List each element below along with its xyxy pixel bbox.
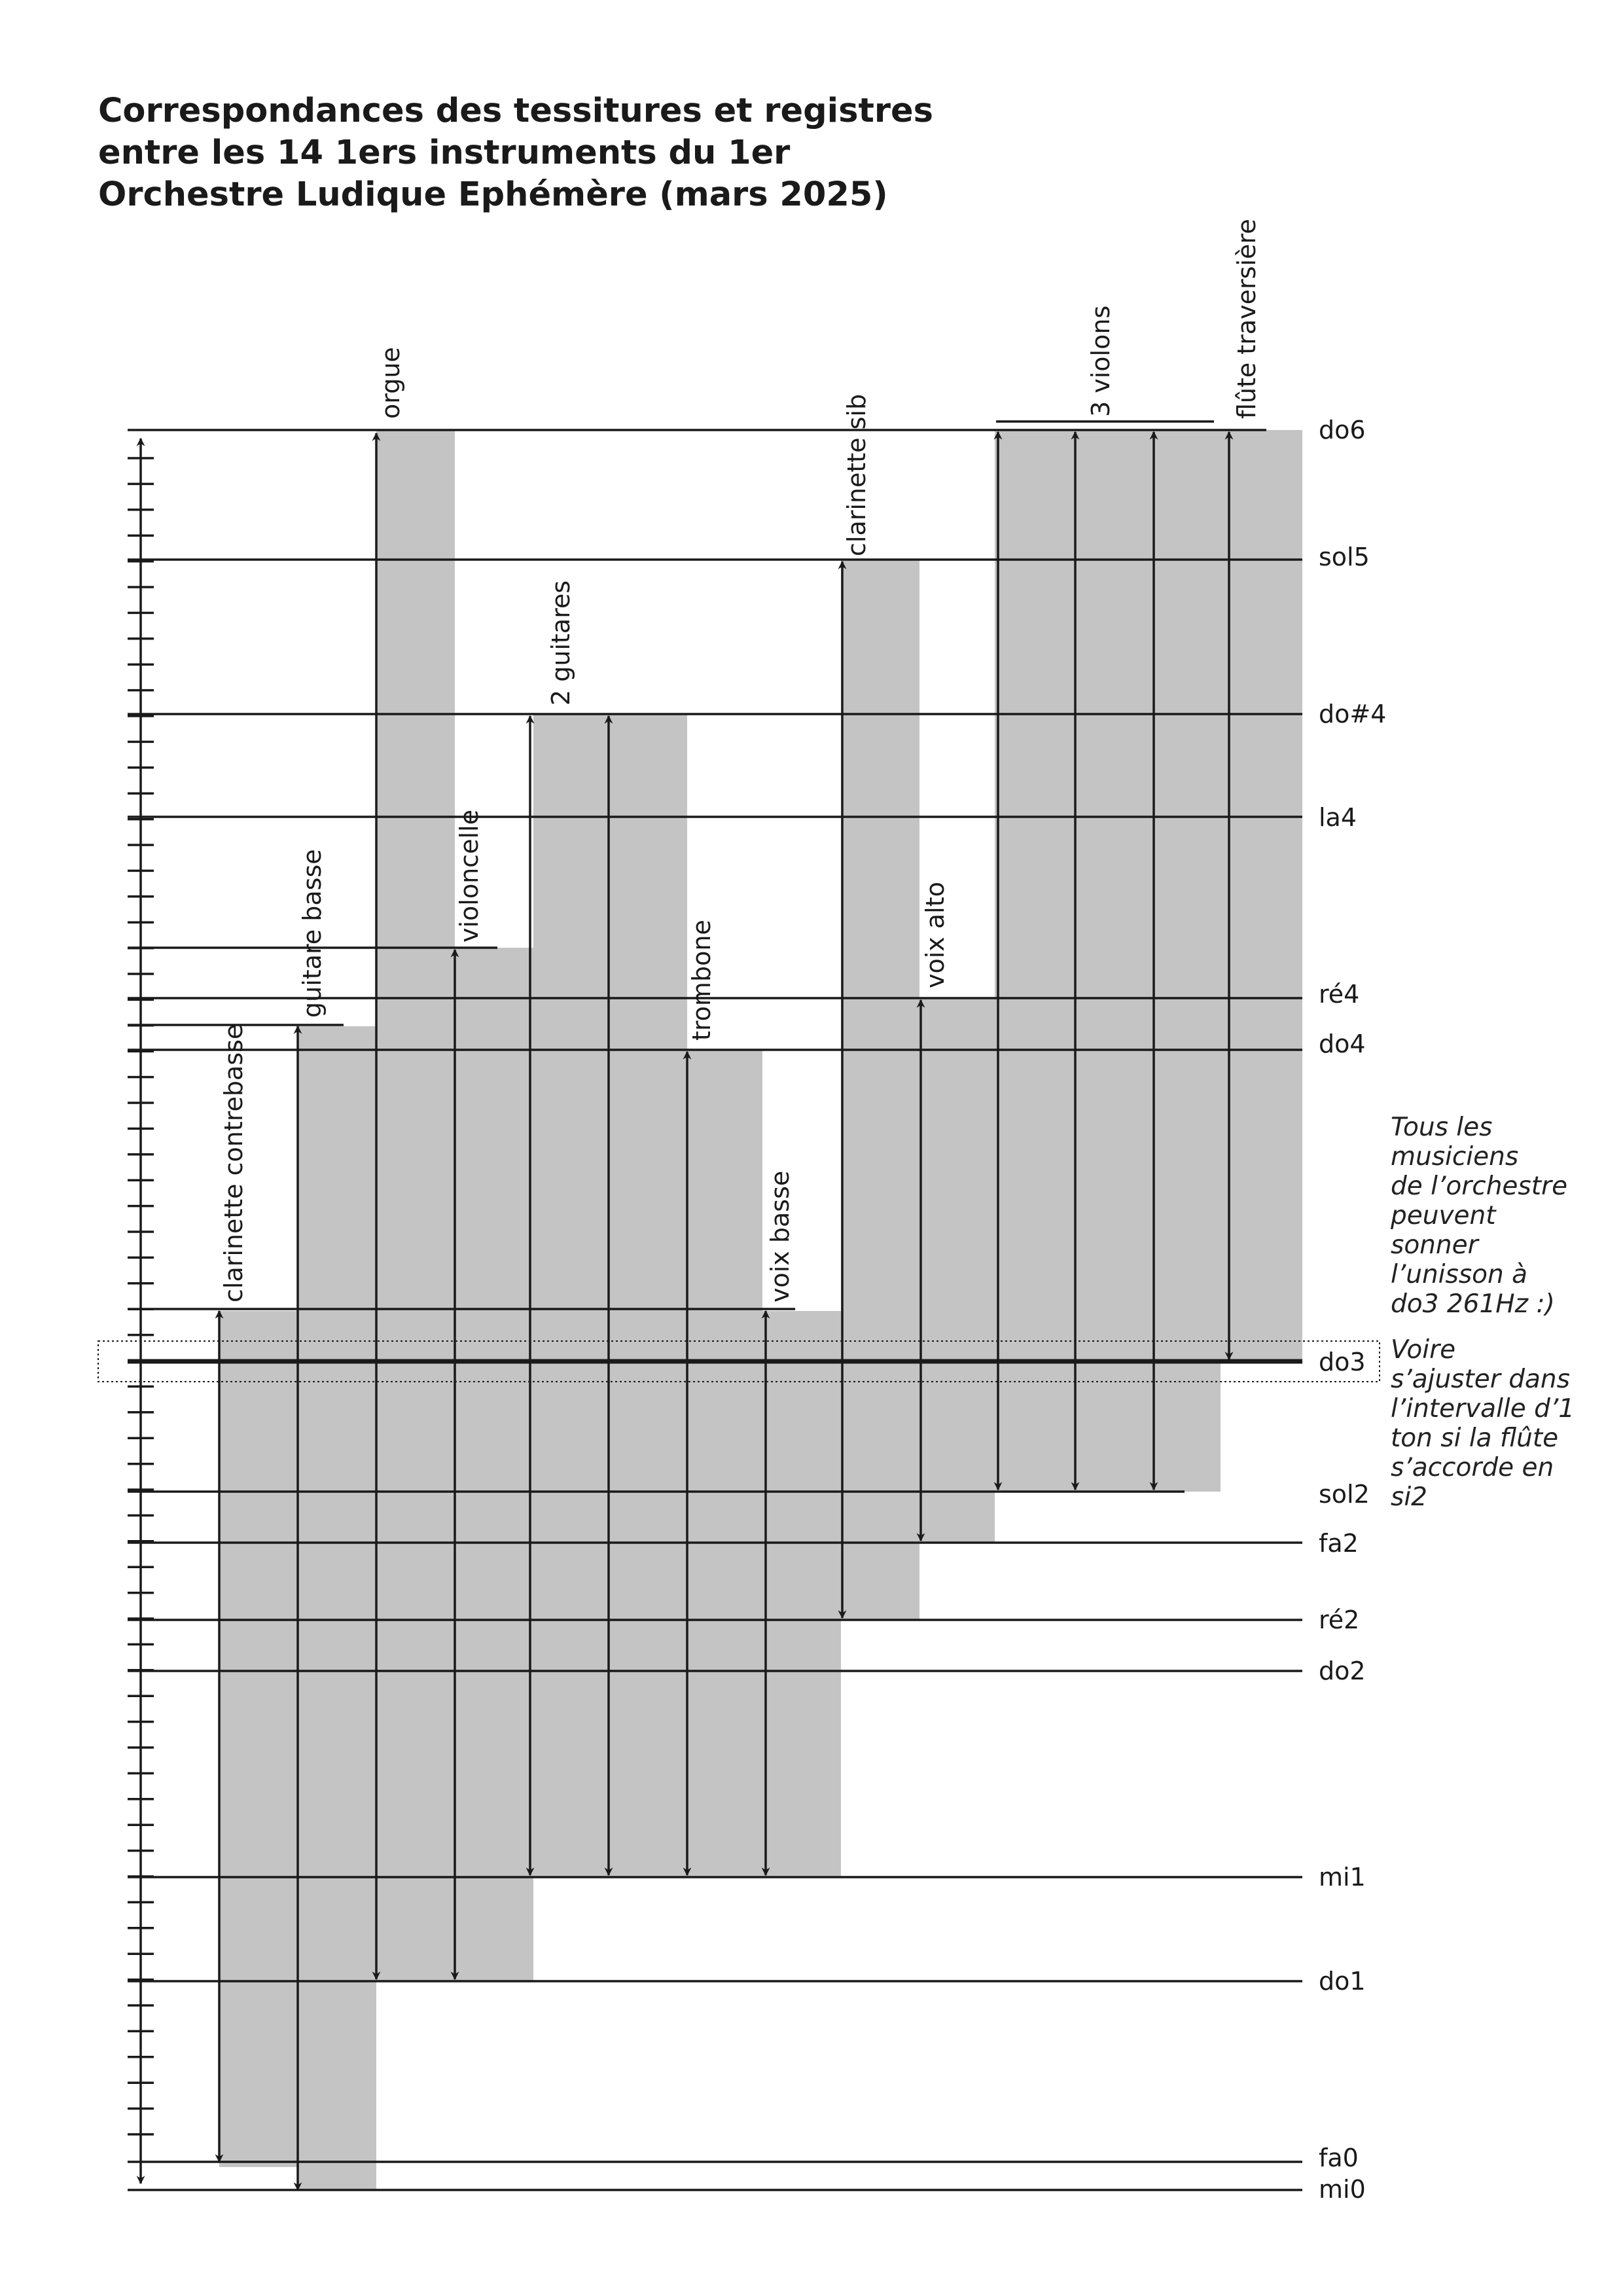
instrument-label-trombone: trombone [687,920,716,1041]
note-label-sol5: sol5 [1319,543,1370,571]
note-label-do6: do6 [1319,416,1366,444]
note-label-do1: do1 [1319,1967,1366,1996]
range-block-3-violons [995,430,1221,1492]
instrument-label-clarinette-contrebasse: clarinette contrebasse [219,1024,248,1302]
instrument-label-voix-alto: voix alto [921,882,950,988]
range-block-violoncelle [455,948,533,1981]
title-line-3: Orchestre Ludique Ephémère (mars 2025) [98,175,888,214]
note-labels [1319,416,1386,2204]
instrument-label-violoncelle: violoncelle [455,810,484,942]
instrument-label-3-violons: 3 violons [1086,305,1115,417]
side-note-paragraph-2 [1391,1335,1613,1512]
range-block-2-guitares [533,714,687,1877]
note-label-do3: do3 [1319,1348,1366,1376]
title-line-2: entre les 14 1ers instruments du 1er [98,134,791,172]
side-note-line: ton si la flûte [1391,1424,1559,1453]
note-label-fa0: fa0 [1319,2144,1359,2172]
note-label-mi1: mi1 [1319,1863,1366,1892]
range-block-clarinette-sib [841,560,919,1620]
instrument-label-guitare-basse: guitare basse [298,849,327,1018]
instrument-label-flute-traversiere: flûte traversière [1232,219,1261,419]
range-block-trombone [687,1050,762,1877]
side-note-line: l’unisson à [1391,1260,1528,1289]
note-label-mi0: mi0 [1319,2175,1366,2204]
instrument-label-voix-basse: voix basse [766,1170,794,1302]
note-label-do2: do2 [1319,1657,1366,1685]
side-note-line: de l’orchestre [1391,1172,1568,1201]
side-note-line: peuvent [1391,1201,1496,1230]
range-block-orgue [376,430,455,1981]
range-block-clarinette-contrebasse [219,1311,298,2167]
note-label-re2: ré2 [1319,1605,1360,1634]
side-note-line: musiciens [1391,1142,1519,1172]
instrument-label-2-guitares: 2 guitares [546,580,575,706]
instrument-label-orgue: orgue [376,347,405,419]
side-note-line: Voire [1391,1335,1456,1365]
side-note-paragraph-1 [1391,1113,1613,1319]
side-note [1391,1113,1613,1512]
side-note-line: do3 261Hz :) [1391,1289,1555,1319]
note-label-do-sharp-4: do#4 [1319,700,1387,728]
range-block-flute-traversiere [1221,430,1302,1361]
range-block-voix-basse [762,1311,841,1877]
side-note-line: s’accorde en [1391,1453,1554,1482]
note-label-do4: do4 [1319,1030,1366,1058]
instrument-label-clarinette-sib: clarinette sib [842,393,871,556]
title-line-1: Correspondances des tessitures et registres [98,92,933,130]
range-block-guitare-basse [298,1026,376,2190]
side-note-line: s’ajuster dans [1391,1365,1570,1394]
note-label-re4: ré4 [1319,980,1360,1009]
side-note-line: Tous les [1391,1113,1493,1142]
side-note-line: l’intervalle d’1 [1391,1394,1575,1424]
note-label-la4: la4 [1319,803,1357,832]
note-label-fa2: fa2 [1319,1529,1359,1558]
range-block-voix-alto [919,998,995,1543]
scale-axis [128,439,154,2183]
side-note-line: si2 [1391,1482,1427,1512]
side-note-line: sonner [1391,1230,1478,1260]
note-label-sol2: sol2 [1319,1480,1370,1509]
